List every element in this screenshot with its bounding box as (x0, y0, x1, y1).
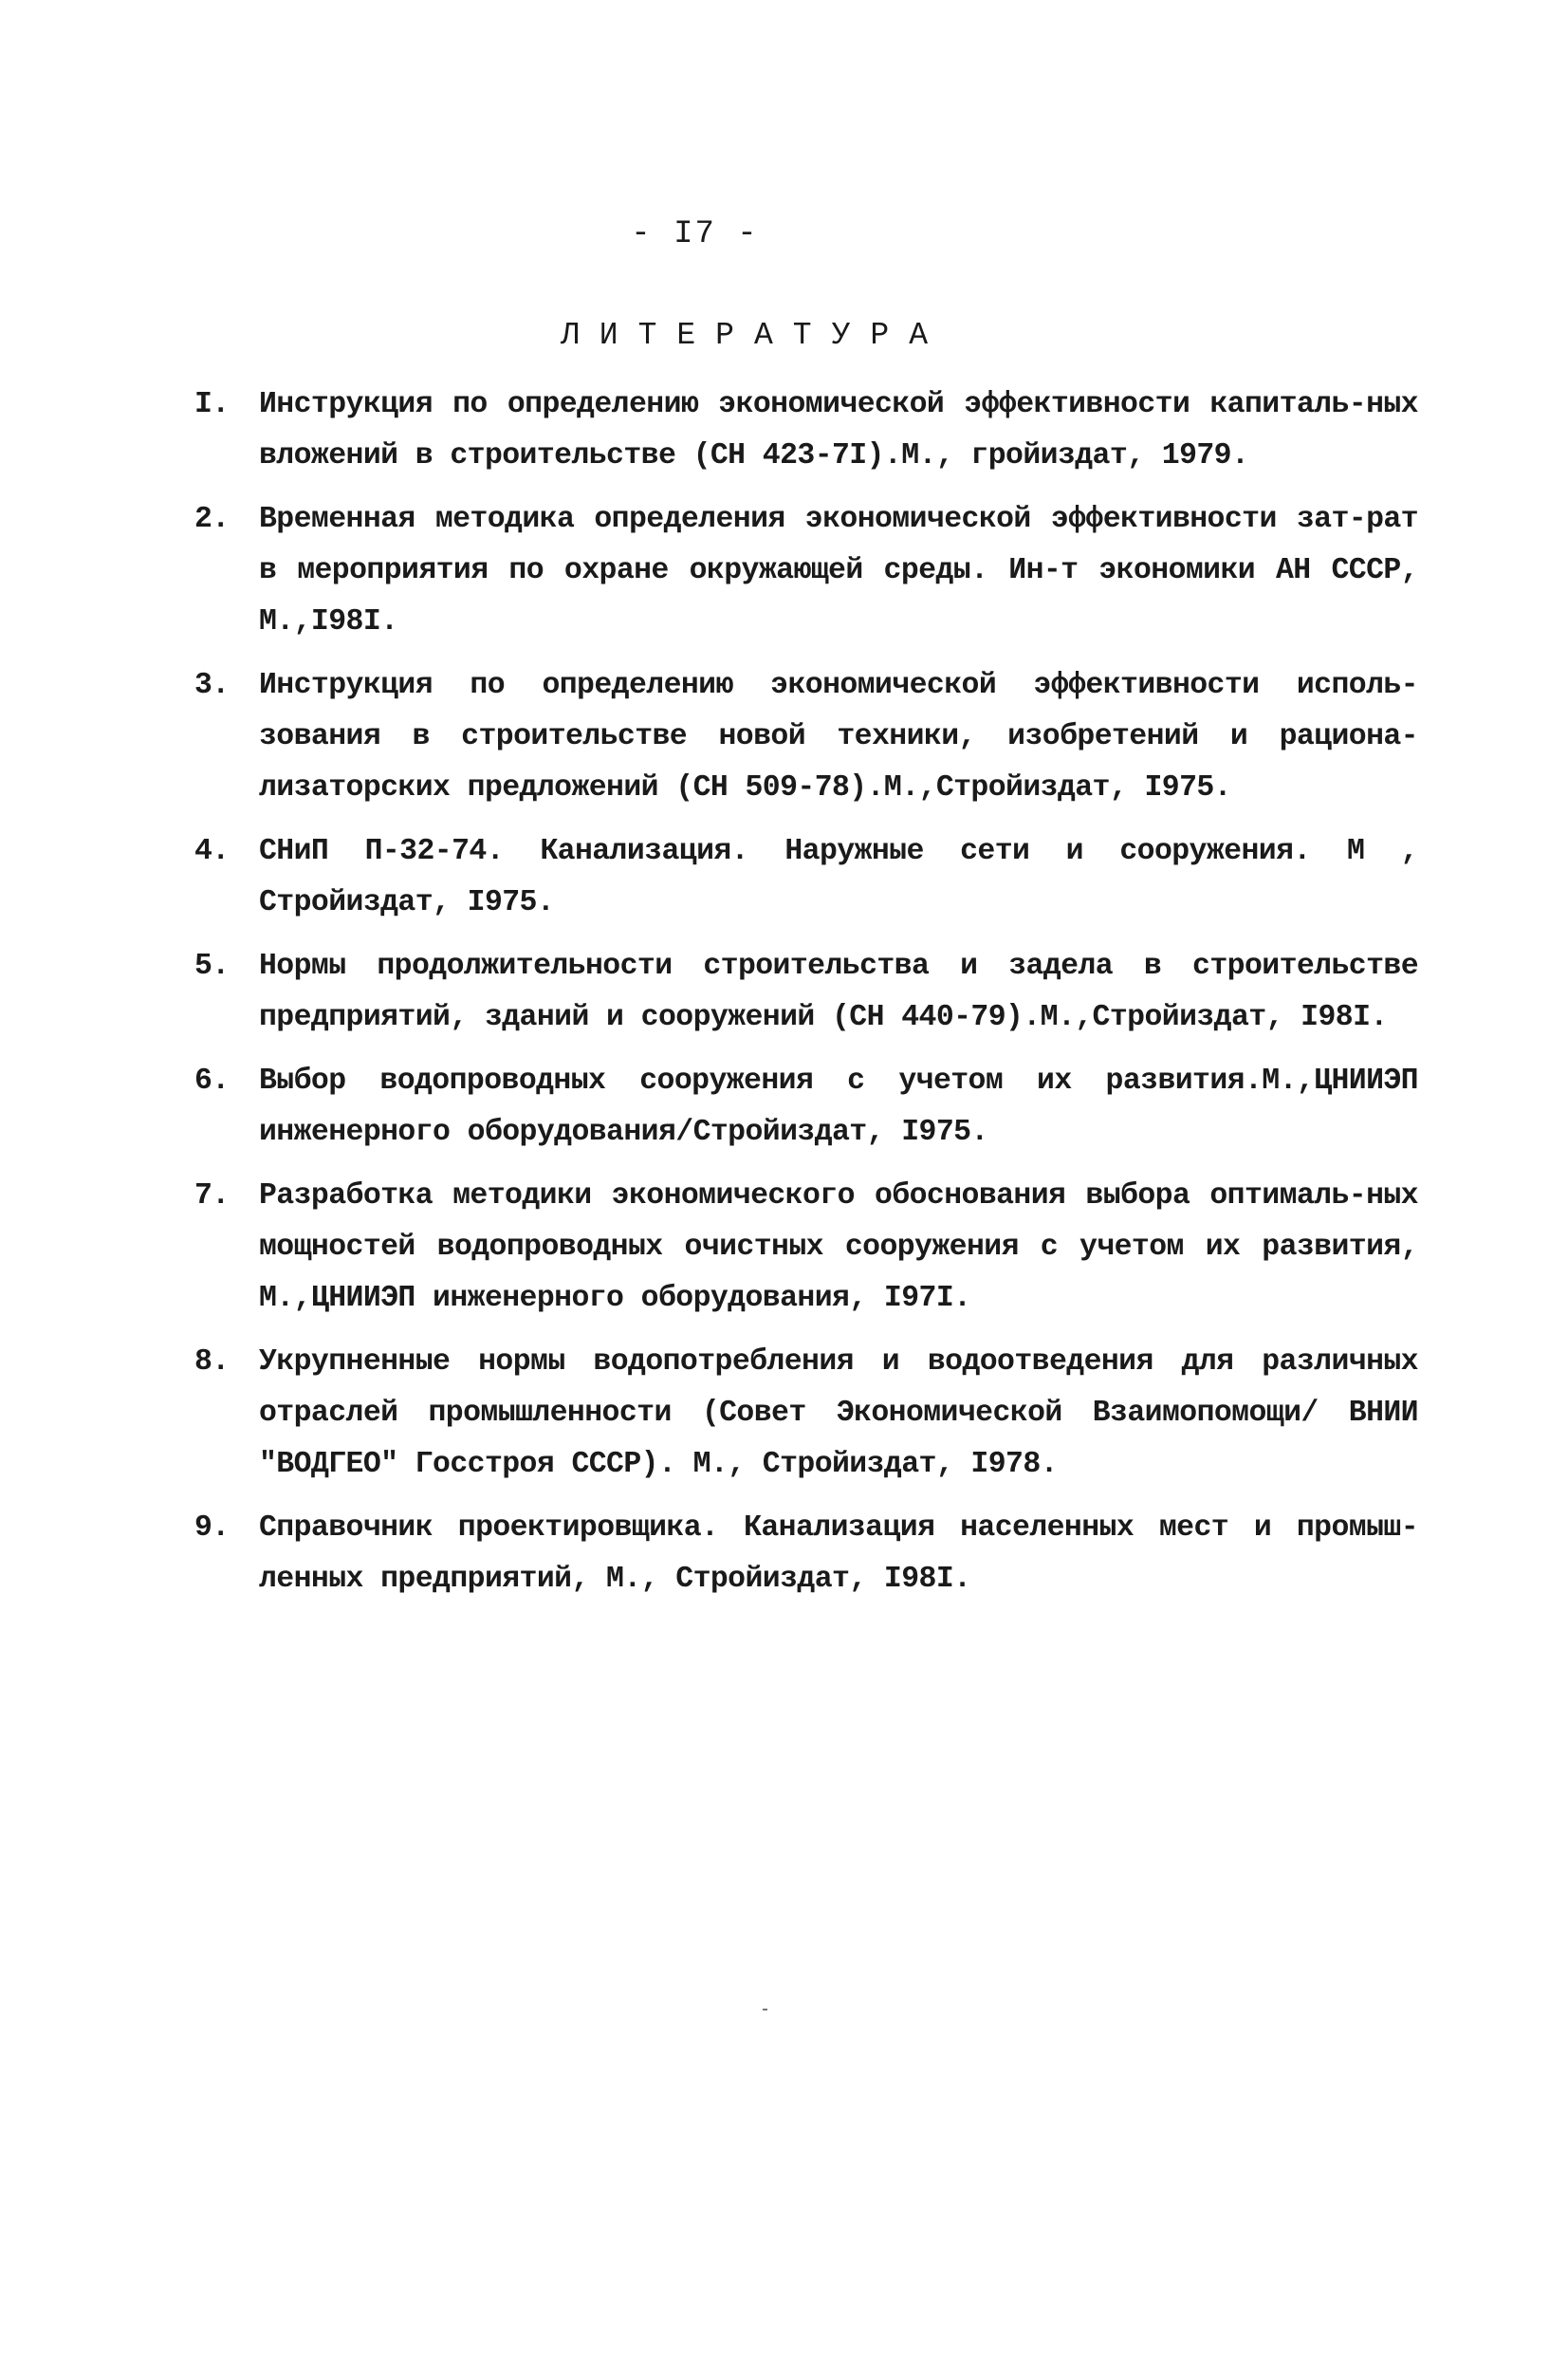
reference-text: Справочник проектировщика. Канализация населенных мест и промыш-ленных предприятий, М., Стройиздат, I98I. (259, 1511, 1418, 1596)
reference-item (194, 1503, 1418, 1605)
reference-item (194, 494, 1418, 648)
reference-list (194, 380, 1418, 1618)
reference-item (194, 1337, 1418, 1491)
reference-item (194, 826, 1418, 929)
reference-number: 6. (194, 1065, 230, 1098)
reference-text: Временная методика определения экономической эффективности зат-рат в мероприятия по охране окружающей среды. Ин-т экономики АН СССР, М.,I98I. (259, 503, 1418, 639)
reference-text: СНиП П-32-74. Канализация. Наружные сети и сооружения. М , Стройиздат, I975. (259, 835, 1418, 919)
reference-item (194, 941, 1418, 1044)
reference-item (194, 1171, 1418, 1325)
reference-text: Инструкция по определению экономической эффективности исполь-зования в строительстве новой техники, изобретений и рациона-лизаторских предложений (СН 509-78).М.,Стройиздат, I975. (259, 669, 1418, 805)
reference-number: 5. (194, 950, 230, 983)
reference-number: 7. (194, 1179, 230, 1213)
reference-item (194, 660, 1418, 814)
reference-number: 3. (194, 669, 230, 702)
reference-text: Инструкция по определению экономической эффективности капиталь-ных вложений в строительстве (СН 423-7I).М., гройиздат, 1979. (259, 388, 1418, 472)
reference-text: Разработка методики экономического обоснования выбора оптималь-ных мощностей водопроводных очистных сооружения с учетом их развития, М.,ЦНИИЭП инженерного оборудования, I97I. (259, 1179, 1418, 1315)
reference-text: Укрупненные нормы водопотребления и водоотведения для различных отраслей промышленности (Совет Экономической Взаимопомощи/ ВНИИ "ВОДГЕО" Госстроя СССР). М., Стройиздат, I978. (259, 1345, 1418, 1481)
reference-number: 2. (194, 503, 230, 536)
reference-text: Нормы продолжительности строительства и задела в строительстве предприятий, зданий и сооружений (СН 440-79).М.,Стройиздат, I98I. (259, 950, 1418, 1034)
reference-text: Выбор водопроводных сооружения с учетом их развития.М.,ЦНИИЭП инженерного оборудования/Стройиздат, I975. (259, 1065, 1418, 1149)
reference-number: 9. (194, 1511, 230, 1545)
reference-number: 4. (194, 835, 230, 868)
reference-item (194, 1056, 1418, 1158)
page-title: ЛИТЕРАТУРА (560, 318, 949, 353)
scan-speck (763, 2009, 767, 2010)
reference-item (194, 380, 1418, 482)
reference-number: I. (194, 388, 230, 421)
page-number: - I7 - (631, 216, 759, 252)
reference-number: 8. (194, 1345, 230, 1379)
